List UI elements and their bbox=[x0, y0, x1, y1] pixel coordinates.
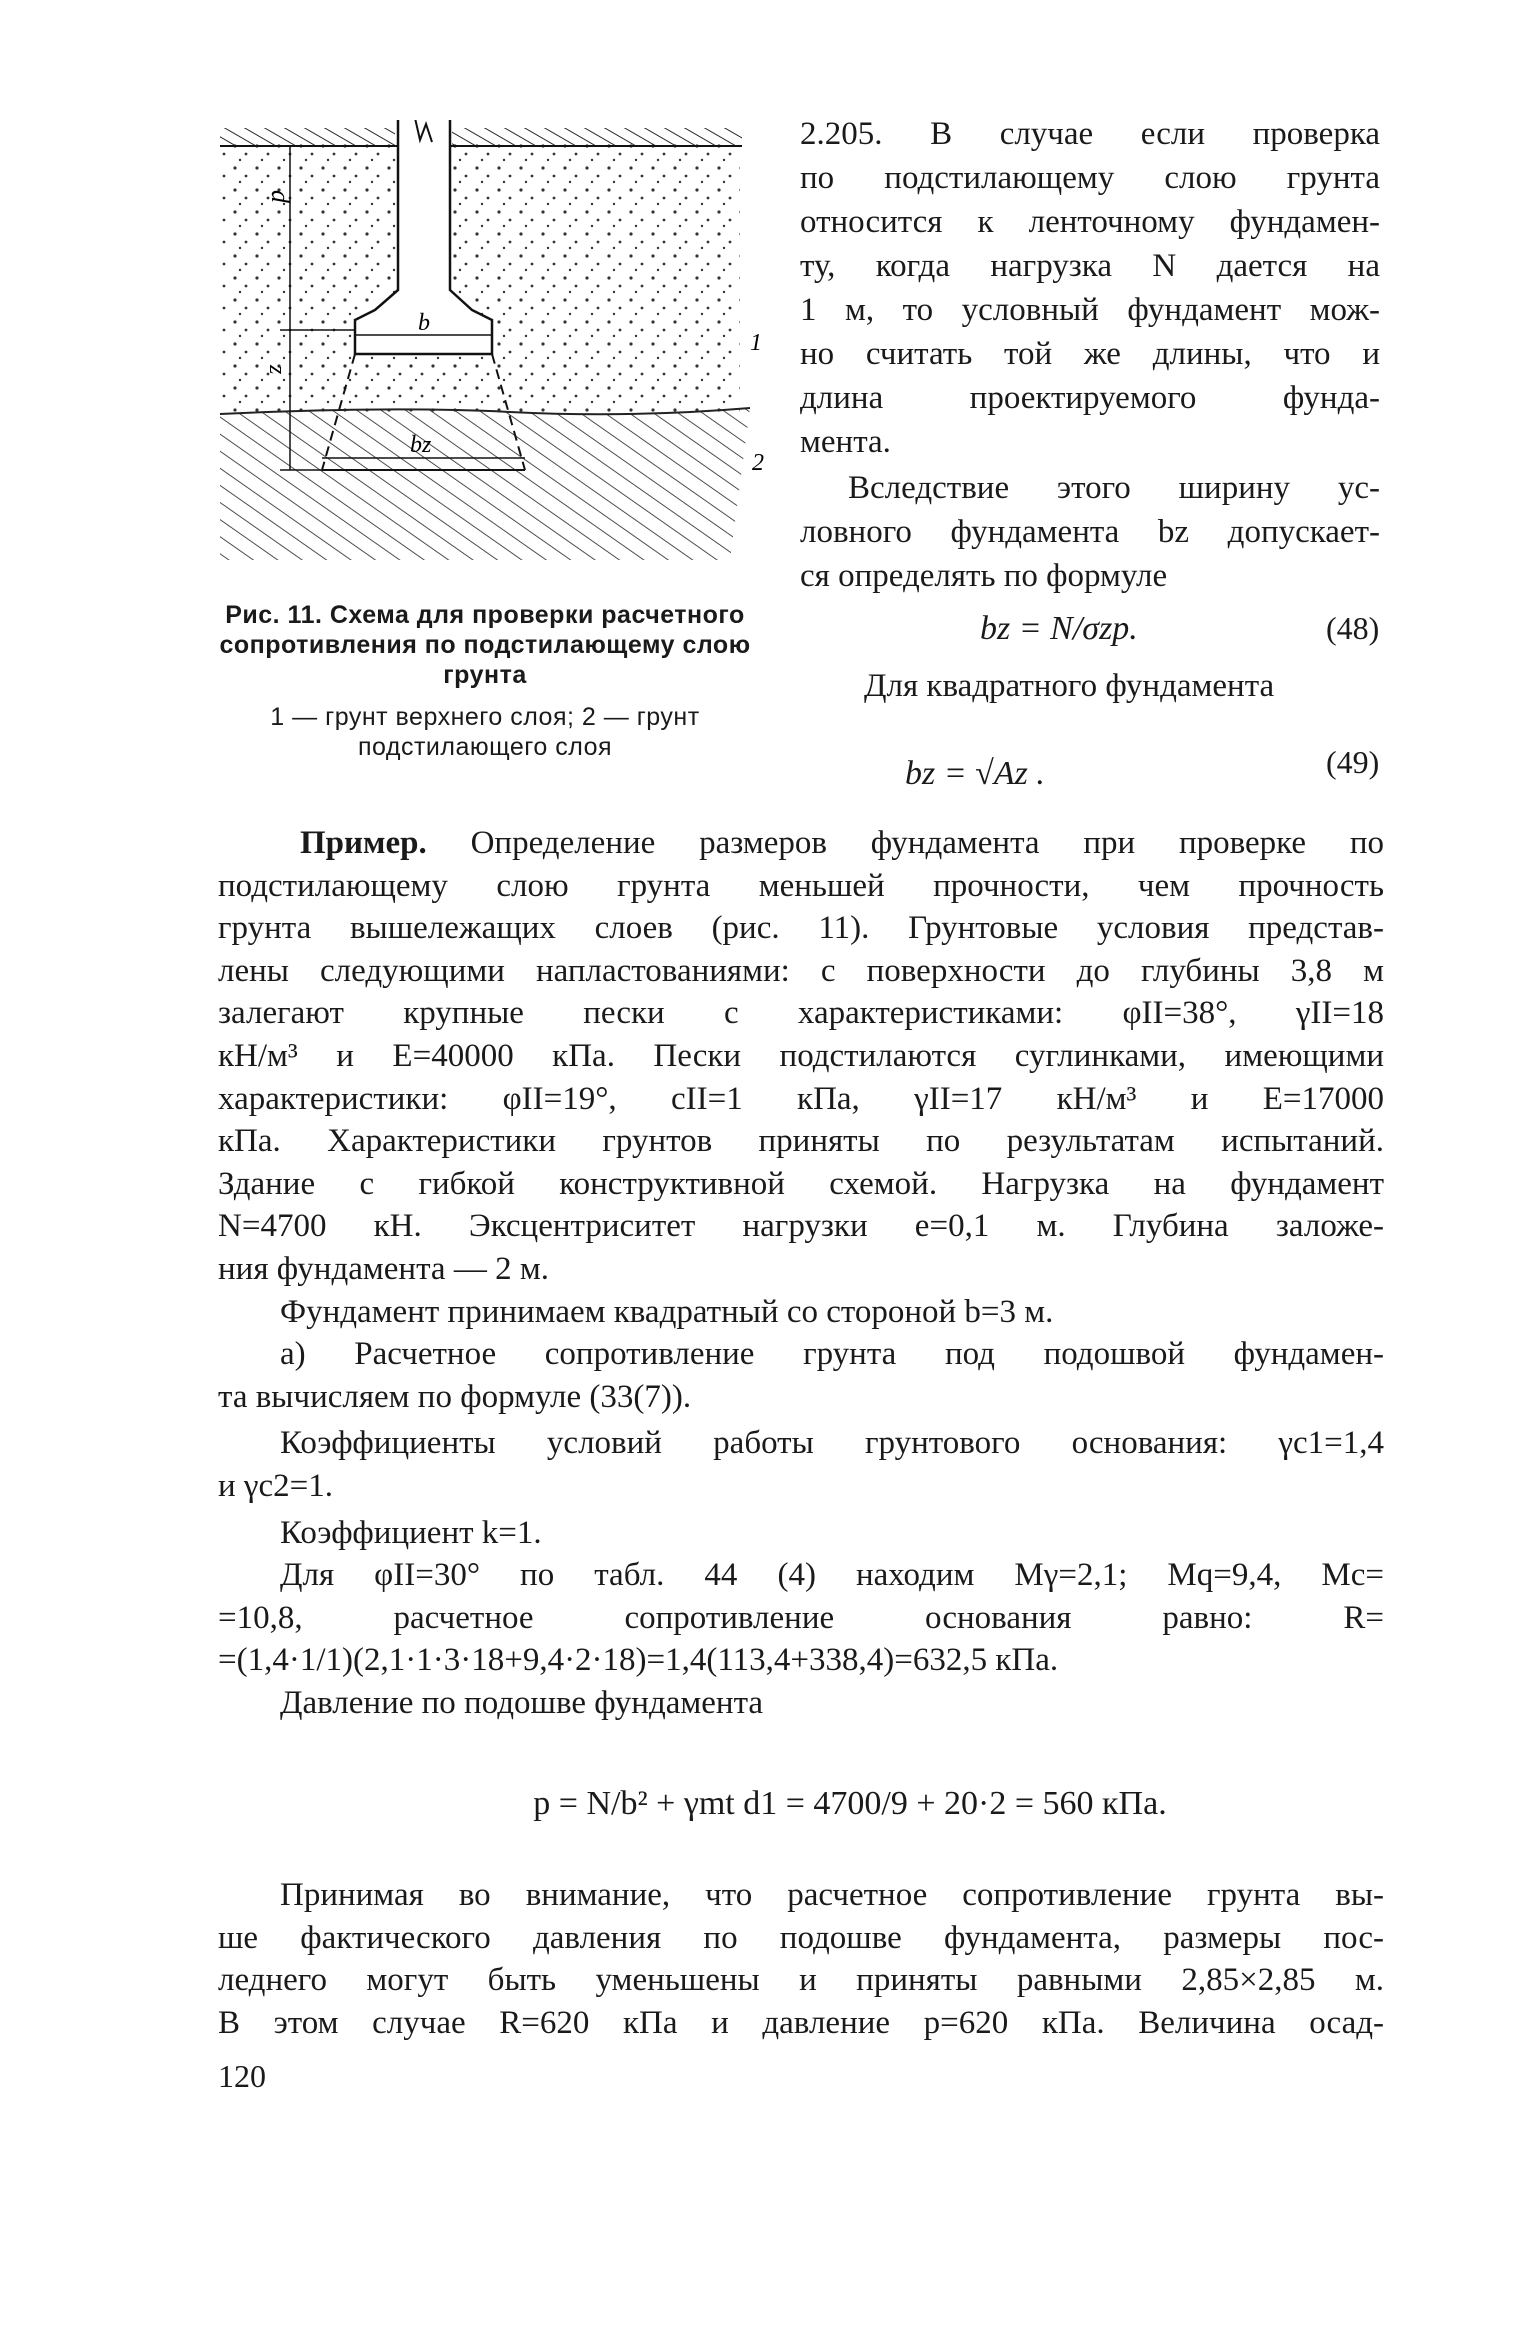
example-paragraph bbox=[218, 822, 1384, 1724]
example-lead: Пример. bbox=[300, 825, 427, 861]
equation-number-48: (48) bbox=[1326, 610, 1380, 646]
figure-legend: 1 — грунт верхнего слоя; 2 — грунт подстилающего слоя bbox=[270, 703, 700, 761]
pressure-line: Давление по подошве фундамента bbox=[280, 1684, 764, 1721]
k-line: Коэффициент k=1. bbox=[280, 1514, 542, 1551]
text-line: та вычисляем по формуле (33(7)). bbox=[218, 1378, 692, 1415]
text-line: длина проектируемого фунда- bbox=[800, 380, 1380, 416]
text-line: 2.205. В случае если проверка bbox=[800, 116, 1380, 152]
text-line: ту, когда нагрузка N дается на bbox=[800, 248, 1380, 284]
text-line: ловного фундамента bz допускает- bbox=[800, 514, 1380, 550]
text-line: ся определять по формуле bbox=[800, 558, 1168, 594]
text-line: =10,8, расчетное сопротивление основания равно: R= bbox=[218, 1599, 1384, 1636]
text-line: и γc2=1. bbox=[218, 1467, 334, 1504]
square-line: Фундамент принимаем квадратный со стороной b=3 м. bbox=[280, 1293, 1054, 1330]
label-layer-1: 1 bbox=[750, 330, 762, 356]
text-line: Здание с гибкой конструктивной схемой. Нагрузка на фундамент bbox=[218, 1165, 1384, 1202]
text-line: Принимая во внимание, что расчетное сопротивление грунта вы- bbox=[280, 1877, 1384, 1913]
text-line: =(1,4·1/1)(2,1·1·3·18+9,4·2·18)=1,4(113,4+338,4)=632,5 кПа. bbox=[218, 1642, 1059, 1679]
text-line: мента. bbox=[800, 424, 891, 460]
page-number: 120 bbox=[218, 2058, 266, 2094]
label-d: d bbox=[266, 190, 295, 203]
text-line: подстилающему слою грунта меньшей прочности, чем прочность bbox=[218, 867, 1384, 904]
text-line: но считать той же длины, что и bbox=[800, 336, 1380, 372]
pressure-formula: p = N/b² + γmt d1 = 4700/9 + 20·2 = 560 кПа. bbox=[533, 1785, 1167, 1822]
square-foundation-text: Для квадратного фундамента bbox=[864, 668, 1275, 704]
text-line: по подстилающему слою грунта bbox=[800, 160, 1380, 196]
label-bz: bz bbox=[410, 432, 432, 458]
formula-48: bz = N/σzp. bbox=[980, 610, 1138, 647]
text-line: В этом случае R=620 кПа и давление p=620 кПа. Величина осад- bbox=[218, 2004, 1384, 2041]
text-line: 1 м, то условный фундамент мож- bbox=[800, 292, 1380, 328]
label-z: z bbox=[264, 365, 290, 375]
text-line: лены следующими напластованиями: с поверхности до глубины 3,8 м bbox=[218, 952, 1384, 989]
text-line: характеристики: φII=19°, cII=1 кПа, γII=17 кН/м³ и E=17000 bbox=[218, 1080, 1384, 1117]
equation-number-49: (49) bbox=[1326, 744, 1380, 780]
text-line: N=4700 кН. Эксцентриситет нагрузки e=0,1 м. Глубина заложе- bbox=[218, 1208, 1384, 1245]
final-paragraph bbox=[218, 1874, 1384, 2044]
text-line: ния фундамента — 2 м. bbox=[218, 1250, 549, 1287]
text-line: Вследствие этого ширину ус- bbox=[848, 470, 1380, 506]
text-line: залегают крупные пески с характеристиками: φII=38°, γII=18 bbox=[218, 995, 1384, 1032]
figure-caption: Рис. 11. Схема для проверки расчетного сопротивления по подстилающему слою грунта bbox=[219, 601, 751, 689]
paragraph-bz bbox=[800, 466, 1380, 598]
paragraph-2-205 bbox=[800, 112, 1380, 464]
label-layer-2: 2 bbox=[752, 450, 764, 476]
text-line: леднего могут быть уменьшены и приняты равными 2,85×2,85 м. bbox=[218, 1962, 1384, 1999]
text-line: ше фактического давления по подошве фундамента, размеры пос- bbox=[218, 1919, 1384, 1956]
text-line: Пример. Определение размеров фундамента при проверке по bbox=[300, 825, 1385, 861]
foundation-diagram bbox=[210, 120, 770, 580]
text-line: а) Расчетное сопротивление грунта под подошвой фундамен- bbox=[280, 1336, 1384, 1373]
text-line: кПа. Характеристики грунтов приняты по результатам испытаний. bbox=[218, 1123, 1384, 1160]
text-line: кН/м³ и E=40000 кПа. Пески подстилаются суглинками, имеющими bbox=[218, 1037, 1384, 1074]
text-line: Для φII=30° по табл. 44 (4) находим Mγ=2,1; Mq=9,4, Mc= bbox=[280, 1557, 1384, 1594]
formula-49: bz = √Az . bbox=[905, 755, 1045, 792]
text-line: Коэффициенты условий работы грунтового основания: γc1=1,4 bbox=[280, 1425, 1384, 1462]
text-line: грунта вышележащих слоев (рис. 11). Грунтовые условия представ- bbox=[218, 910, 1384, 947]
text-line: относится к ленточному фундамен- bbox=[800, 204, 1380, 240]
label-b: b bbox=[418, 310, 430, 336]
